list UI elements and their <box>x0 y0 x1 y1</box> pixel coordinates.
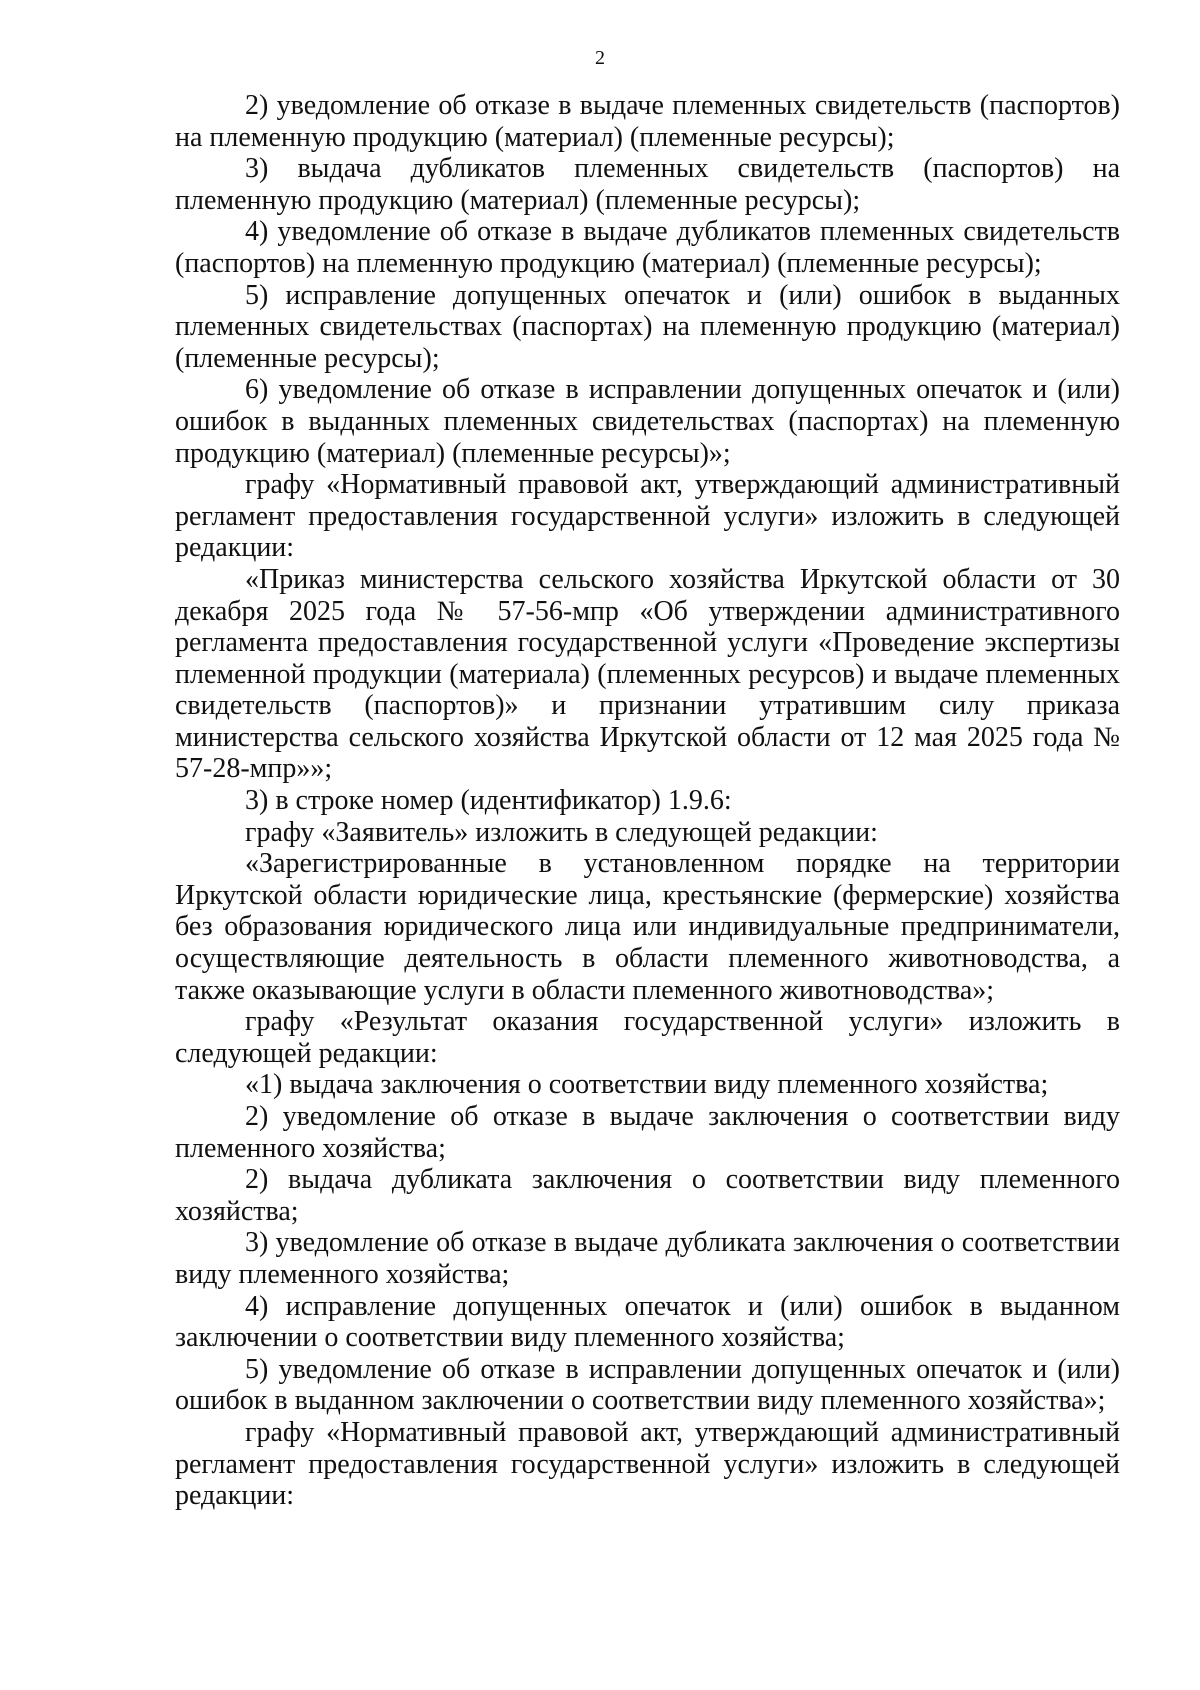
document-body <box>175 90 1120 1512</box>
paragraph: 3) уведомление об отказе в выдаче дубликата заключения о соответствии виду племенного хозяйства; <box>175 1227 1120 1290</box>
paragraph: «Зарегистрированные в установленном порядке на территории Иркутской области юридические лица, крестьянские (фермерские) хозяйства без образования юридического лица или индивидуальные предприниматели, осуществляющие деятельность в области племенного животноводства, а также оказывающие услуги в области племенного животноводства»; <box>175 848 1120 1006</box>
paragraph: 4) уведомление об отказе в выдаче дубликатов племенных свидетельств (паспортов) на племенную продукцию (материал) (племенные ресурсы); <box>175 216 1120 279</box>
page-number: 2 <box>595 47 605 69</box>
paragraph: 4) исправление допущенных опечаток и (или) ошибок в выданном заключении о соответствии виду племенного хозяйства; <box>175 1290 1120 1354</box>
paragraph: графу «Заявитель» изложить в следующей редакции: <box>245 816 878 848</box>
paragraph: 3) в строке номер (идентификатор) 1.9.6: <box>245 785 732 817</box>
paragraph: графу «Нормативный правовой акт, утверждающий административный регламент предоставления государственной услуги» изложить в следующей редакции: <box>175 1416 1120 1512</box>
paragraph: 5) уведомление об отказе в исправлении допущенных опечаток и (или) ошибок в выданном заключении о соответствии виду племенного хозяйства»; <box>175 1353 1120 1417</box>
paragraph: 5) исправление допущенных опечаток и (или) ошибок в выданных племенных свидетельствах (паспортах) на племенную продукцию (материал) (племенные ресурсы); <box>175 279 1120 374</box>
paragraph: «1) выдача заключения о соответствии виду племенного хозяйства; <box>245 1069 1049 1101</box>
paragraph: 2) выдача дубликата заключения о соответствии виду племенного хозяйства; <box>175 1164 1120 1227</box>
paragraph: 6) уведомление об отказе в исправлении допущенных опечаток и (или) ошибок в выданных племенных свидетельствах (паспортах) на племенную продукцию (материал) (племенные ресурсы)»; <box>175 374 1120 469</box>
paragraph: графу «Результат оказания государственной услуги» изложить в следующей редакции: <box>175 1006 1120 1069</box>
paragraph: 3) выдача дубликатов племенных свидетельств (паспортов) на племенную продукцию (материал) (племенные ресурсы); <box>175 153 1120 216</box>
paragraph: 2) уведомление об отказе в выдаче племенных свидетельств (паспортов) на племенную продукцию (материал) (племенные ресурсы); <box>175 90 1120 153</box>
paragraph: «Приказ министерства сельского хозяйства Иркутской области от 30 декабря 2025 года № 57-56-мпр «Об утверждении административного регламента предоставления государственной услуги «Проведение экспертизы племенной продукции (материала) (племенных ресурсов) и выдаче племенных свидетельств (паспортов)» и признании утратившим силу приказа министерства сельского хозяйства Иркутской области от 12 мая 2025 года № 57-28-мпр»»; <box>175 563 1120 785</box>
paragraph: графу «Нормативный правовой акт, утверждающий административный регламент предоставления государственной услуги» изложить в следующей редакции: <box>175 469 1120 564</box>
paragraph: 2) уведомление об отказе в выдаче заключения о соответствии виду племенного хозяйства; <box>175 1101 1120 1164</box>
